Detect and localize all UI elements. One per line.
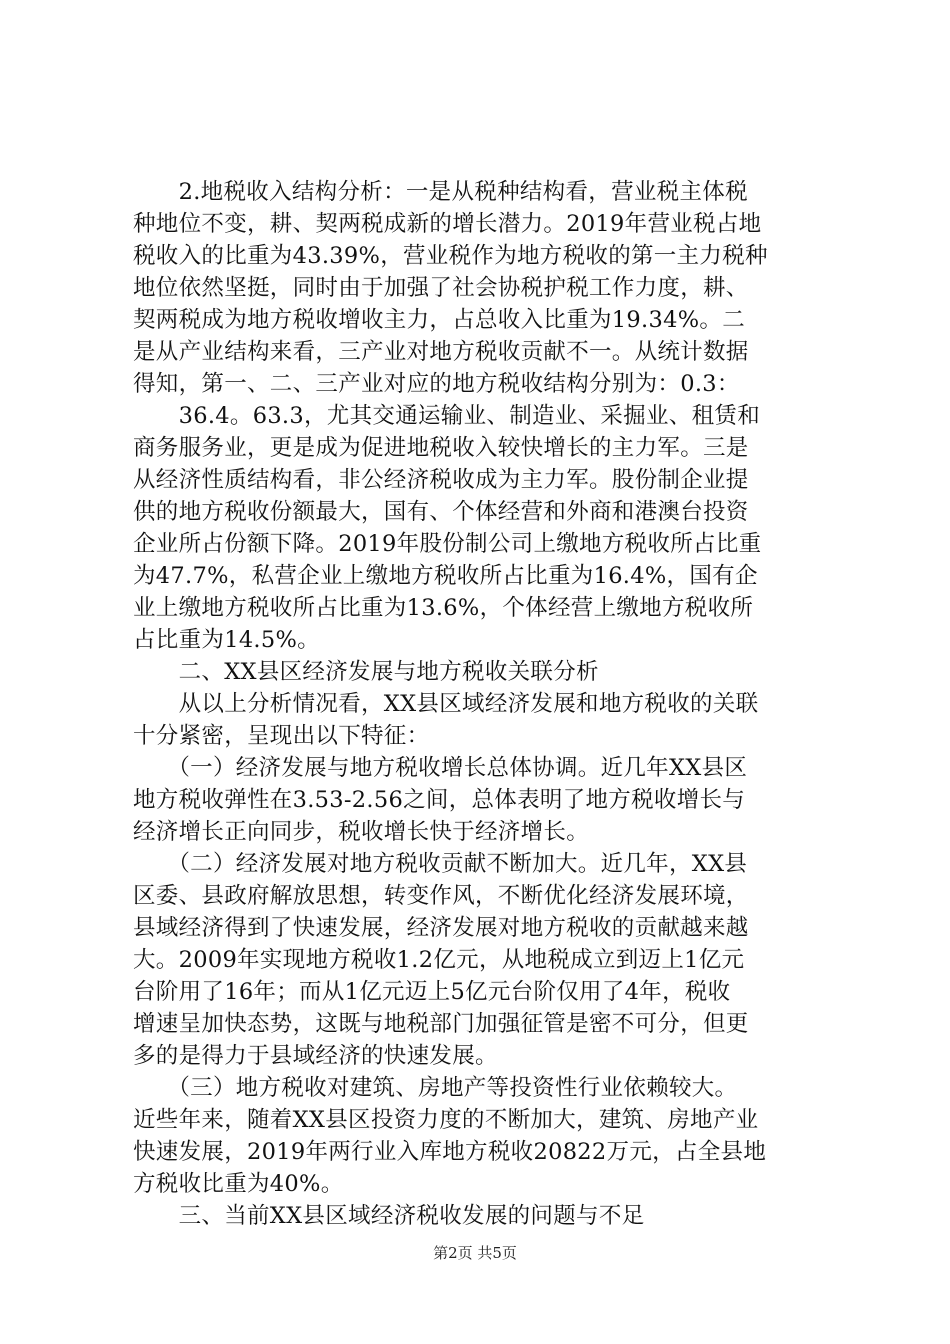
body-text-line: 得知，第一、二、三产业对应的地方税收结构分别为：0.3：: [133, 371, 740, 397]
body-text-line: 地位依然坚挺，同时由于加强了社会协税护税工作力度，耕、: [133, 275, 749, 301]
section-heading: 三、当前XX县区域经济税收发展的问题与不足: [133, 1203, 645, 1229]
body-text-line: 税收入的比重为43.39%，营业税作为地方税收的第一主力税种: [133, 243, 768, 269]
body-text-line: 为47.7%，私营企业上缴地方税收所占比重为16.4%，国有企: [133, 563, 758, 589]
body-text-line: 业上缴地方税收所占比重为13.6%，个体经营上缴地方税收所: [133, 595, 754, 621]
body-text-line: 县域经济得到了快速发展，经济发展对地方税收的贡献越来越: [133, 915, 749, 941]
body-text-line: 是从产业结构来看，三产业对地方税收贡献不一。从统计数据: [133, 339, 749, 365]
body-text-line: 36.4。63.3，尤其交通运输业、制造业、采掘业、租赁和: [133, 403, 760, 429]
body-text-line: 商务服务业，更是成为促进地税收入较快增长的主力军。三是: [133, 435, 749, 461]
body-text-line: 台阶用了16年；而从1亿元迈上5亿元台阶仅用了4年，税收: [133, 979, 731, 1005]
body-text-line: 增速呈加快态势，这既与地税部门加强征管是密不可分，但更: [133, 1011, 749, 1037]
page-number-footer: 第2页 共5页: [433, 1244, 517, 1262]
body-text-line: 大。2009年实现地方税收1.2亿元，从地税成立到迈上1亿元: [133, 947, 745, 973]
body-text-line: 十分紧密，呈现出以下特征：: [133, 723, 430, 749]
body-text-line: 从以上分析情况看，XX县区域经济发展和地方税收的关联: [133, 691, 759, 717]
body-text-line: 经济增长正向同步，税收增长快于经济增长。: [133, 819, 590, 845]
body-text-line: 契两税成为地方税收增收主力，占总收入比重为19.34%。二: [133, 307, 745, 333]
body-text-line: 地方税收弹性在3.53-2.56之间，总体表明了地方税收增长与: [133, 787, 746, 813]
body-text-line: 2.地税收入结构分析：一是从税种结构看，营业税主体税: [133, 179, 748, 205]
body-text-line: 从经济性质结构看，非公经济税收成为主力军。股份制企业提: [133, 467, 749, 493]
body-text-line: 种地位不变，耕、契两税成新的增长潜力。2019年营业税占地: [133, 211, 762, 237]
body-text-line: 供的地方税收份额最大，国有、个体经营和外商和港澳台投资: [133, 499, 749, 525]
body-text-line: （二）经济发展对地方税收贡献不断加大。近几年，XX县: [133, 851, 748, 877]
body-text-line: （三）地方税收对建筑、房地产等投资性行业依赖较大。: [133, 1075, 738, 1101]
body-text-line: 区委、县政府解放思想，转变作风，不断优化经济发展环境，: [133, 883, 749, 909]
section-heading: 二、XX县区经济发展与地方税收关联分析: [133, 659, 599, 685]
body-text-line: 近些年来，随着XX县区投资力度的不断加大，建筑、房地产业: [133, 1107, 759, 1133]
body-text-line: 多的是得力于县域经济的快速发展。: [133, 1043, 498, 1069]
body-text-line: 占比重为14.5%。: [133, 627, 320, 653]
body-text-line: （一）经济发展与地方税收增长总体协调。近几年XX县区: [133, 755, 748, 781]
body-text-line: 快速发展，2019年两行业入库地方税收20822万元，占全县地: [133, 1139, 767, 1165]
body-text-line: 方税收比重为40%。: [133, 1171, 344, 1197]
body-text-line: 企业所占份额下降。2019年股份制公司上缴地方税收所占比重: [133, 531, 762, 557]
